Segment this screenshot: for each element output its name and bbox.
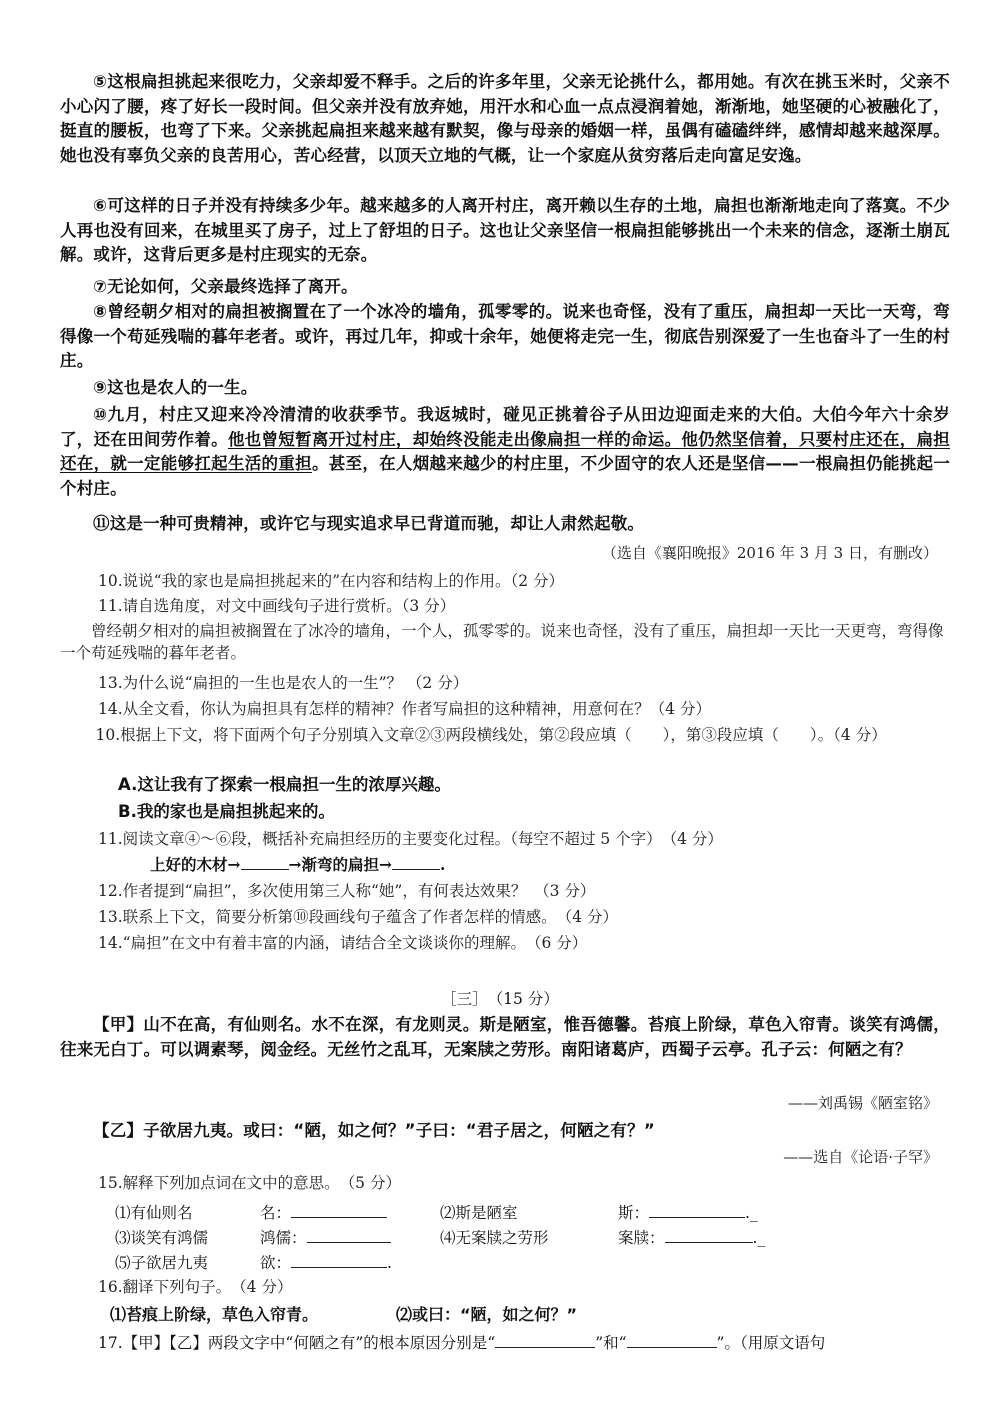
paragraph-6: ⑥可这样的日子并没有持续多少年。越来越多的人离开村庄，离开赖以生存的土地，扁担也渐渐地走向了落寞。不少人再也没有回来，在城里买了房子，过上了舒坦的日子。这也让父亲坚信一根扁担能够挑出一个未来的信念，逐渐土崩瓦解。或许，这背后更多是村庄现实的无奈。 xyxy=(60,196,950,264)
q15-item-2-word: 斯： xyxy=(618,1204,650,1222)
q15-item-5-word: 欲： xyxy=(260,1254,292,1272)
q15-blank-3[interactable] xyxy=(307,1226,391,1243)
passage-yi-source: ——选自《论语·子罕》 xyxy=(783,1148,938,1166)
paragraph-10 xyxy=(60,403,950,501)
fill-blank-1[interactable] xyxy=(241,853,289,870)
q16-item-1: ⑴苔痕上阶绿，草色入帘青。 xyxy=(110,1305,319,1324)
q17-text-b: ”和“ xyxy=(595,1334,627,1352)
question-15: 15.解释下列加点词在文中的意思。 （5 分） xyxy=(98,1174,401,1192)
q15-item-3-word: 鸿儒： xyxy=(260,1229,307,1247)
q15-blank-2[interactable] xyxy=(649,1201,745,1218)
q15-item-5-end: . xyxy=(387,1254,392,1272)
question-17 xyxy=(98,1331,825,1353)
question-a-14: 14.从全文看，你认为扁担具有怎样的精神？作者写扁担的这种精神，用意何在？（4 分） xyxy=(98,700,711,718)
q15-item-1: ⑴有仙则名 xyxy=(115,1204,193,1222)
q15-item-1-word: 名： xyxy=(260,1204,292,1222)
q15-item-1-answer xyxy=(260,1201,387,1223)
fill-start: 上好的木材→ xyxy=(150,855,241,874)
q15-item-4-end: ._ xyxy=(752,1229,766,1247)
q16-item-2: ⑵或曰：“陋，如之何？” xyxy=(396,1305,578,1324)
question-a-10: 10.说说“我的家也是扁担挑起来的”在内容和结构上的作用。（2 分） xyxy=(98,572,565,590)
passage-jia-source: ——刘禹锡《陋室铭》 xyxy=(787,1094,938,1112)
q15-blank-1[interactable] xyxy=(291,1201,387,1218)
q17-text-c: ”。（用原文语句 xyxy=(716,1334,826,1352)
paragraph-10-underlined-sentence: 他也曾短暂离开过村庄，却始终没能走出像扁担一样的命运。他仍然坚信着，只要村庄还在，扁担还在，就一定能够扛起生活的重担 xyxy=(60,429,951,473)
article-source: （选自《襄阳晚报》2016 年 3 月 3 日，有删改） xyxy=(601,544,938,562)
question-b-12: 12.作者提到“扁担”，多次使用第三人称“她”，有何表达效果？ （3 分） xyxy=(98,882,596,900)
q15-blank-4[interactable] xyxy=(665,1226,753,1243)
section-3-heading: ［三］ （15 分） xyxy=(441,990,559,1008)
question-b-11: 11.阅读文章④～⑥段，概括补充扁担经历的主要变化过程。（每空不超过 5 个字） （4 分） xyxy=(98,830,723,848)
q15-item-5-answer xyxy=(260,1251,392,1273)
q17-text-a: 17.【甲】【乙】两段文字中“何陋之有”的根本原因分别是“ xyxy=(98,1334,496,1352)
q15-blank-5[interactable] xyxy=(291,1251,387,1268)
question-a-13: 13.为什么说“扁担的一生也是农人的一生”？ （2 分） xyxy=(98,674,469,692)
question-a-11-quote: 曾经朝夕相对的扁担被搁置在了冰冷的墙角，一个人，孤零零的。说来也奇怪，没有了重压，扁担却一天比一天更弯，弯得像一个苟延残喘的暮年老者。 xyxy=(60,622,944,662)
paragraph-10-text-end: 。甚至，在人烟越来越少的村庄里，不少固守的农人还是坚信——一根扁担仍能挑起一个村庄。 xyxy=(60,454,951,498)
fill-end: . xyxy=(439,855,446,874)
question-a-11: 11.请自选角度，对文中画线句子进行赏析。（3 分） xyxy=(98,597,456,615)
question-b-14: 14.“扁担”在文中有着丰富的内涵，请结合全文谈谈你的理解。 （6 分） xyxy=(98,934,588,952)
fill-blank-2[interactable] xyxy=(392,853,440,870)
question-b-13: 13.联系上下文，简要分析第⑩段画线句子蕴含了作者怎样的情感。 （4 分） xyxy=(98,908,618,926)
q15-item-2-answer xyxy=(618,1201,758,1223)
paragraph-9: ⑨这也是农人的一生。 xyxy=(93,378,258,397)
paragraph-5: ⑤这根扁担挑起来很吃力，父亲却爱不释手。之后的许多年里，父亲无论挑什么，都用她。有次在挑玉米时，父亲不小心闪了腰，疼了好长一段时间。但父亲并没有放弃她，用汗水和心血一点点浸润着她，渐渐地，她坚硬的心被融化了，挺直的腰板，也弯了下来。父亲挑起扁担来越来越有默契，像与母亲的婚姻一样，虽偶有磕磕绊绊，感情却越来越深厚。她也没有辜负父亲的良苦用心，苦心经营，以顶天立地的气概，让一个家庭从贫穷落后走向富足安逸。 xyxy=(60,72,950,165)
q15-item-4: ⑷无案牍之劳形 xyxy=(440,1229,549,1247)
fill-middle: →渐弯的扁担→ xyxy=(288,855,392,874)
paragraph-8: ⑧曾经朝夕相对的扁担被搁置在了一个冰冷的墙角，孤零零的。说来也奇怪，没有了重压，扁担却一天比一天弯，弯得像一个苟延残喘的暮年老者。或许，再过几年，抑或十余年，她便将走完一生，彻底告别深爱了一生也奋斗了一生的村庄。 xyxy=(60,302,950,370)
q15-item-3-answer xyxy=(260,1226,391,1248)
q17-blank-1[interactable] xyxy=(495,1331,595,1348)
option-a: A.这让我有了探索一根扁担一生的浓厚兴趣。 xyxy=(118,775,451,794)
paragraph-7: ⑦无论如何，父亲最终选择了离开。 xyxy=(93,277,358,296)
q15-item-4-word: 案牍： xyxy=(618,1229,665,1247)
q15-item-2-end: ._ xyxy=(745,1204,758,1222)
passage-yi: 【乙】子欲居九夷。或曰：“陋，如之何？”子曰：“君子居之，何陋之有？” xyxy=(93,1121,655,1140)
paragraph-10-text: ⑩九月，村庄又迎来冷冷清清的收获季节。我返城时，碰见正挑着谷子从田边迎面走来的大伯。大伯今年六十余岁了，还在田间劳作着。 xyxy=(60,405,950,449)
q17-blank-2[interactable] xyxy=(627,1331,717,1348)
question-b-11-fill-row xyxy=(150,853,445,875)
q15-item-5: ⑸子欲居九夷 xyxy=(115,1254,209,1272)
q15-item-3: ⑶谈笑有鸿儒 xyxy=(115,1229,209,1247)
paragraph-11: ⑪这是一种可贵精神，或许它与现实追求早已背道而驰，却让人肃然起敬。 xyxy=(93,514,645,533)
option-b: B.我的家也是扁担挑起来的。 xyxy=(118,802,335,821)
q15-item-2: ⑵斯是陋室 xyxy=(440,1204,518,1222)
question-b-10: 10.根据上下文，将下面两个句子分别填入文章②③两段横线处，第②段应填（ ），第③段应填（ ）。（4 分） xyxy=(95,726,887,744)
q15-item-4-answer xyxy=(618,1226,765,1248)
passage-jia: 【甲】山不在高，有仙则名。水不在深，有龙则灵。斯是陋室，惟吾德馨。苔痕上阶绿，草色入帘青。谈笑有鸿儒，往来无白丁。可以调素琴，阅金经。无丝竹之乱耳，无案牍之劳形。南阳诸葛庐，西蜀子云亭。孔子云：何陋之有？ xyxy=(60,1015,950,1059)
question-16: 16.翻译下列句子。 （4 分） xyxy=(98,1278,293,1296)
